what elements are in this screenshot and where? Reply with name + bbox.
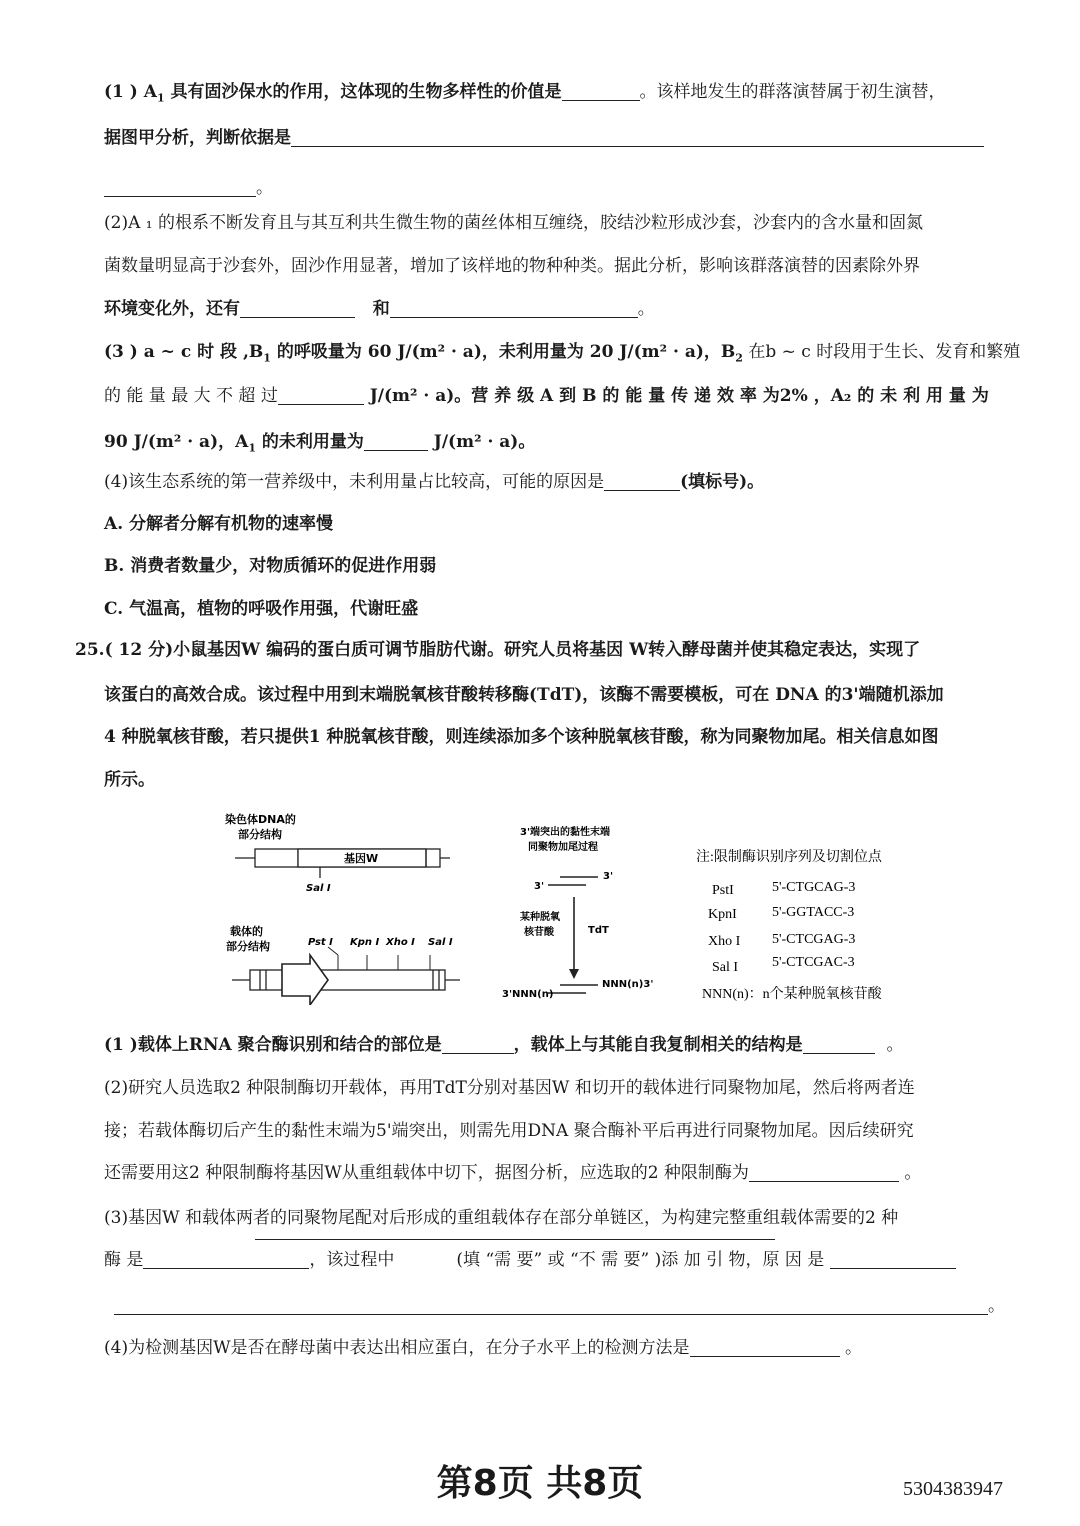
seq-pst: 5'-CTGCAG-3 (772, 880, 856, 895)
sub4-text-a: (4)为检测基因W是否在酵母菌中表达出相应蛋白，在分子水平上的检测方法是 (104, 1338, 690, 1358)
prime-3-left: 3' (534, 881, 545, 892)
q2-line1: (2)A ₁ 的根系不断发育且与其互利共生微生物的菌丝体相互缠绕，胶结沙粒形成沙套，沙套内的含水量和固氮 (104, 213, 923, 233)
sal-label: Sal Ⅰ (306, 883, 331, 894)
sub3-blank-2[interactable] (394, 1251, 456, 1269)
q1-line1 (104, 80, 946, 110)
enzyme-sal: Sal I (712, 960, 739, 975)
q1-text-a: (1 ) A (104, 82, 157, 102)
q3-blank-2[interactable] (364, 432, 428, 451)
q2-text-b: 和 (372, 299, 390, 319)
q3-text-e: J/(m² · a)。营 养 级 A 到 B 的 能 量 传 递 效 率 为2% ，A₂ 的 未 利 用 量 为 (363, 386, 989, 406)
q1-text-c: 。该样地发生的群落演替属于初生演替， (639, 82, 946, 102)
sub3-line3 (114, 1294, 1005, 1318)
tail-title-1: 3'端突出的黏性末端 (520, 827, 611, 838)
q4-option-b: B. 消费者数量少，对物质循环的促进作用弱 (104, 556, 437, 576)
q3-sub3: 1 (248, 441, 256, 455)
chrom-label-1: 染色体DNA的 (225, 813, 296, 826)
q4-blank[interactable] (604, 472, 680, 491)
q3-text-b: 的呼吸量为 60 J/(m² · a)，未利用量为 20 J/(m² · a)，B (270, 342, 736, 362)
sub1-blank-1[interactable] (442, 1035, 514, 1054)
figure-diagram (220, 805, 900, 1005)
vector-label-2: 部分结构 (226, 940, 270, 953)
q25-line1: 25.( 12 分)小鼠基因W 编码的蛋白质可调节脂肪代谢。研究人员将基因 W转入酵母菌并使其稳定表达，实现了 (75, 640, 921, 660)
q3-text-h: J/(m² · a)。 (427, 432, 536, 452)
q2-blank-2[interactable] (390, 299, 638, 318)
q3-sub1: 1 (263, 351, 271, 365)
q1-text-b: 具有固沙保水的作用，这体现的生物多样性的价值是 (164, 82, 562, 102)
document-code: 5304383947 (903, 1478, 1003, 1500)
q3-line2 (104, 384, 989, 408)
q4-option-a: A. 分解者分解有机物的速率慢 (104, 514, 334, 534)
sub3-line1: (3)基因W 和载体两者的同聚物尾配对后形成的重组载体存在部分单链区，为构建完整重组载体需要的2 种 (104, 1208, 899, 1228)
tdt-label: TdT (588, 925, 609, 936)
q3-blank-1[interactable] (278, 386, 364, 405)
q25-line4: 所示。 (104, 770, 155, 790)
q3-text-g: 的未利用量为 (255, 432, 364, 452)
sub1-text-a: (1 )载体上RNA 聚合酶识别和结合的部位是 (104, 1035, 442, 1055)
sub3-text-a: 酶 是 (104, 1250, 144, 1270)
sub1-line (104, 1033, 903, 1057)
process-arrow-head-icon (569, 969, 579, 979)
sub4-text-b: 。 (839, 1338, 862, 1358)
q1-blank-3[interactable] (104, 178, 256, 197)
q3-line1 (104, 340, 1020, 370)
sub3-end: 。 (988, 1296, 1005, 1316)
sub4-line (104, 1336, 862, 1360)
q2-line3 (104, 297, 655, 321)
sub4-blank[interactable] (690, 1338, 840, 1357)
sub2-line3 (104, 1161, 921, 1185)
q2-text-c: 。 (637, 299, 655, 319)
sub3-line2 (104, 1248, 956, 1272)
nnn-left: 3'NNN(n) (502, 989, 554, 1000)
q3-text-c: 在b ~ c 时段用于生长、发育和繁殖 (742, 342, 1021, 362)
sub2-line1: (2)研究人员选取2 种限制酶切开载体，再用TdT分别对基因W 和切开的载体进行同聚物加尾，然后将两者连 (104, 1078, 915, 1098)
vector-label-1: 载体的 (230, 925, 263, 938)
enzyme-kpn: KpnI (708, 907, 737, 922)
nucleotide-label-1: 某种脱氧 (520, 912, 560, 923)
pst-label: Pst Ⅰ (308, 937, 333, 948)
q2-text-a: 环境变化外，还有 (104, 299, 240, 319)
chrom-label-2: 部分结构 (238, 828, 282, 841)
promoter-arrow-icon (282, 955, 328, 1005)
sub1-text-c: 。 (886, 1035, 904, 1055)
q2-blank-1[interactable] (240, 299, 355, 318)
page-number: 第8页 共8页 (436, 1463, 644, 1504)
q3-line3 (104, 430, 535, 460)
q1-end: 。 (256, 178, 273, 198)
gene-w-label: 基因W (344, 852, 379, 865)
xho-label: Xho Ⅰ (386, 937, 415, 948)
prime-3-right: 3' (603, 871, 614, 882)
q4-line1 (104, 470, 764, 494)
enzyme-xho: Xho I (708, 934, 741, 949)
nucleotide-label-2: 核苷酸 (524, 927, 554, 938)
q2-line2: 菌数量明显高于沙套外，固沙作用显著，增加了该样地的物种种类。据此分析，影响该群落演替的因素除外界 (104, 256, 920, 276)
q4-option-c: C. 气温高，植物的呼吸作用强，代谢旺盛 (104, 599, 419, 619)
q1-line3 (104, 176, 273, 200)
q1-basis-label: 据图甲分析，判断依据是 (104, 128, 291, 148)
sub3-text-b: ，该过程中 (309, 1250, 395, 1270)
sub1-text-b: ，载体上与其能自我复制相关的结构是 (513, 1035, 803, 1055)
tail-title-2: 同聚物加尾过程 (528, 842, 598, 853)
vector-box (250, 970, 445, 990)
pst-leader (328, 947, 338, 955)
nnn-note: NNN(n)：n个某种脱氧核苷酸 (702, 987, 882, 1002)
q1-line2 (104, 126, 984, 150)
q3-text-d: 的 能 量 最 大 不 超 过 (104, 386, 278, 406)
q25-line3: 4 种脱氧核苷酸，若只提供1 种脱氧核苷酸，则连续添加多个该种脱氧核苷酸，称为同聚物加尾。相关信息如图 (104, 727, 939, 747)
sub3-blank-3[interactable] (830, 1250, 956, 1269)
q1-blank-2[interactable] (291, 128, 984, 147)
q4-text-b: (填标号)。 (680, 472, 765, 492)
q3-sub2: 2 (735, 351, 743, 365)
nnn-right: NNN(n)3' (602, 979, 654, 990)
q3-text-f: 90 J/(m² · a)，A (104, 432, 249, 452)
q1-blank-1[interactable] (562, 82, 640, 101)
sub3-blank-1[interactable] (143, 1250, 309, 1269)
seq-sal: 5'-CTCGAC-3 (772, 955, 855, 970)
sub3-rule (255, 1239, 775, 1240)
sub2-blank[interactable] (749, 1163, 899, 1182)
note-title: 注:限制酶识别序列及切割位点 (696, 850, 882, 865)
sub2-text-a: 还需要用这2 种限制酶将基因W从重组载体中切下，据图分析，应选取的2 种限制酶为 (104, 1163, 749, 1183)
seq-xho: 5'-CTCGAG-3 (772, 932, 856, 947)
q3-text-a: (3 ) a ~ c 时 段 ,B (104, 342, 264, 362)
enzyme-pst: PstI (712, 883, 734, 898)
q4-text-a: (4)该生态系统的第一营养级中，未利用量占比较高，可能的原因是 (104, 472, 605, 492)
kpn-label: Kpn Ⅰ (350, 937, 380, 948)
sub1-blank-2[interactable] (803, 1035, 875, 1054)
sub3-text-c: (填 “需 要” 或 “不 需 要” )添 加 引 物，原 因 是 (456, 1250, 825, 1270)
sub2-line2: 接；若载体酶切后产生的黏性末端为5'端突出，则需先用DNA 聚合酶补平后再进行同聚物加尾。因后续研究 (104, 1121, 914, 1141)
q1-sub: 1 (156, 91, 165, 105)
sal2-label: Sal Ⅰ (428, 937, 453, 948)
sub2-text-b: 。 (898, 1163, 922, 1183)
seq-kpn: 5'-GGTACC-3 (772, 905, 855, 920)
sub3-blank-4[interactable] (114, 1296, 988, 1315)
q25-line2: 该蛋白的高效合成。该过程中用到末端脱氧核苷酸转移酶(TdT)，该酶不需要模板，可在 DNA 的3'端随机添加 (104, 685, 944, 705)
